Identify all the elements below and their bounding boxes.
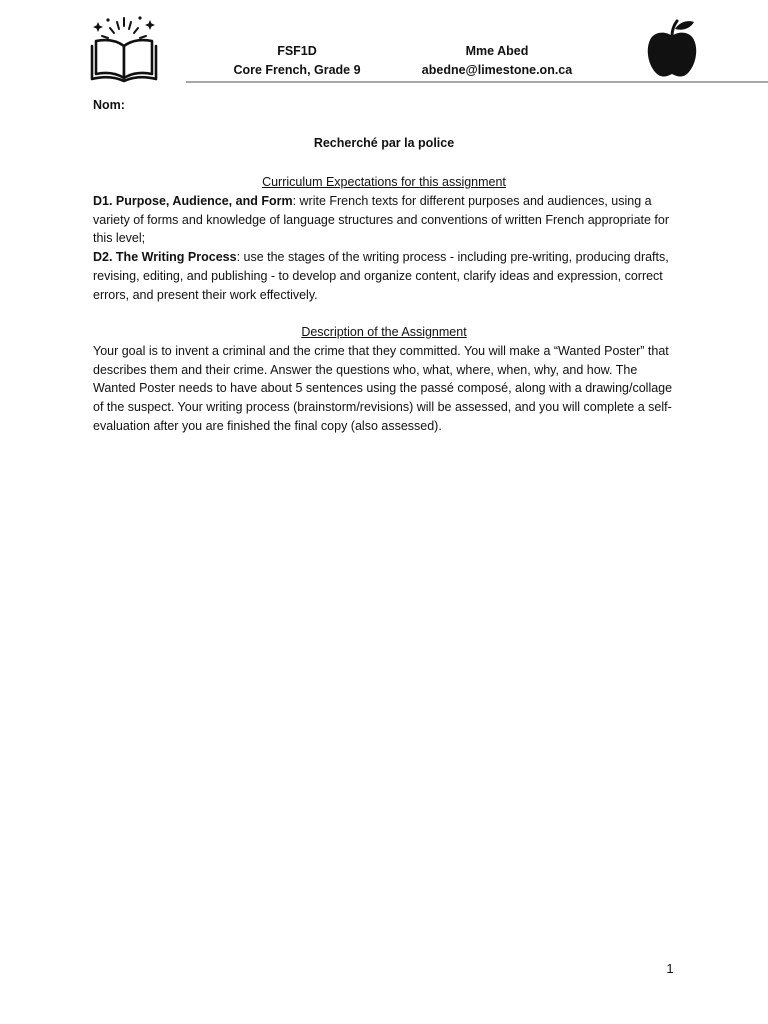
page-number: 1 xyxy=(666,961,674,976)
open-book-icon xyxy=(88,14,160,84)
description-body: Your goal is to invent a criminal and the crime that they committed. You will make a “Wanted Poster” that describes them and their crime. Answer the questions who, what, where, when, why, and how. The Wanted Poster needs to have about 5 sentences using the passé composé, along with a drawing/collage of the suspect. Your writing process (brainstorm/revisions) will be assessed, and you will complete a self-evaluation after you are finished the final copy (also assessed). xyxy=(93,343,673,433)
course-info xyxy=(217,42,377,80)
expectation-text: : write French texts for different purposes and audiences, using a variety of forms and knowledge of language structures and conventions of written French appropriate for this level; xyxy=(93,193,670,246)
teacher-email: abedne@limestone.on.ca xyxy=(421,63,573,77)
expectation-item xyxy=(93,192,675,248)
expectation-item xyxy=(93,248,675,304)
teacher-name: Mme Abed xyxy=(465,44,529,58)
expectation-text: : use the stages of the writing process - including pre-writing, producing drafts, revising, editing, and publishing - to develop and organize content, clarify ideas and expression, correct errors, and present their work effectively. xyxy=(93,250,669,302)
apple-icon xyxy=(644,18,700,80)
course-name: Core French, Grade 9 xyxy=(233,63,361,77)
page-title: Recherché par la police xyxy=(313,136,455,150)
header-divider xyxy=(186,81,768,83)
expectation-label: D2. The Writing Process xyxy=(93,250,237,265)
teacher-info xyxy=(397,42,597,80)
expectation-label: D1. Purpose, Audience, and Form xyxy=(93,193,293,208)
expectations-section xyxy=(93,173,675,305)
course-code: FSF1D xyxy=(277,44,317,58)
expectations-heading: Curriculum Expectations for this assignment xyxy=(262,175,506,189)
description-section xyxy=(93,323,675,436)
student-name-label: Nom: xyxy=(93,98,125,112)
description-heading: Description of the Assignment xyxy=(301,325,467,339)
